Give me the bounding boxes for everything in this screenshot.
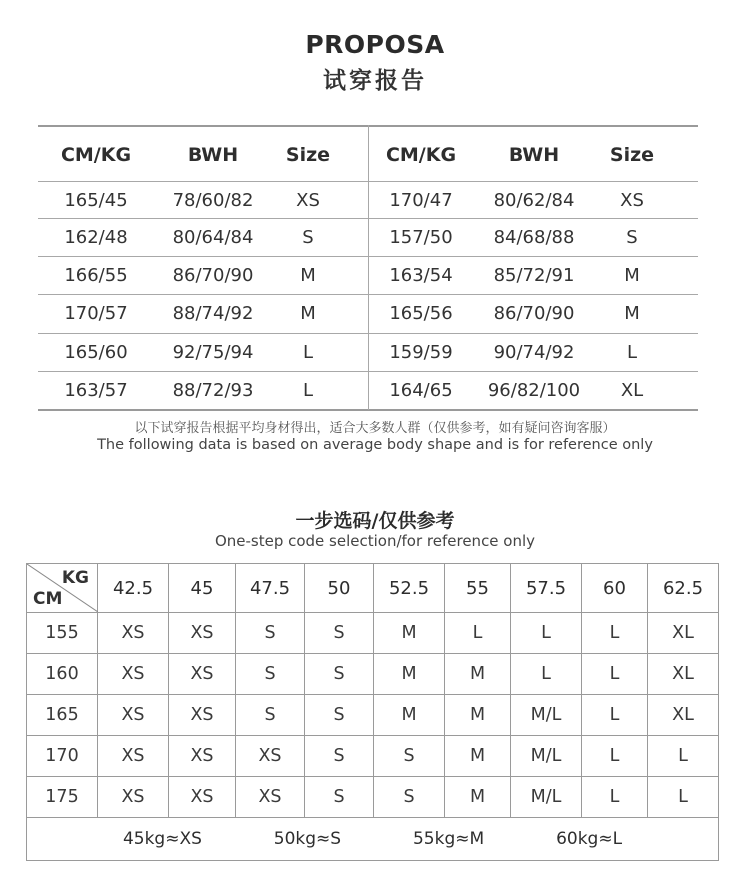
weight-header: 47.5 (236, 564, 305, 613)
size-cell: L (648, 777, 719, 818)
report-note-en: The following data is based on average body shape and is for reference only (97, 437, 653, 453)
size-summary-item: 50kg≈S (273, 829, 342, 849)
size-cell: XL (648, 654, 719, 695)
column-header: BWH (508, 144, 560, 166)
size-cell: L (582, 613, 648, 654)
size-cell: XS (98, 695, 169, 736)
column-header: Size (609, 144, 655, 166)
size-cell: L (582, 695, 648, 736)
table-row (27, 613, 719, 654)
size-cell: XS (169, 736, 236, 777)
height-cell: 170 (27, 736, 98, 777)
table-cell: 88/74/92 (172, 303, 254, 324)
size-cell: XS (98, 613, 169, 654)
size-cell: L (582, 654, 648, 695)
size-cell: S (305, 654, 374, 695)
column-header: CM/KG (385, 144, 457, 166)
size-summary-cell (27, 818, 719, 861)
table-cell: L (626, 342, 638, 363)
table-cell: 170/57 (64, 303, 128, 324)
size-cell: L (511, 613, 582, 654)
size-cell: XS (236, 777, 305, 818)
table-cell: 88/72/93 (172, 380, 254, 401)
size-cell: XS (98, 736, 169, 777)
size-cell: XS (169, 777, 236, 818)
size-cell: M (445, 654, 511, 695)
size-cell: M/L (511, 695, 582, 736)
page-subtitle: 试穿报告 (323, 68, 427, 94)
table-row (27, 654, 719, 695)
size-cell: S (236, 613, 305, 654)
table-cell: 96/82/100 (487, 380, 581, 401)
cm-label: CM (33, 589, 63, 609)
table-cell: 84/68/88 (493, 227, 575, 248)
size-cell: S (305, 695, 374, 736)
report-note-cn: 以下试穿报告根据平均身材得出，适合大多数人群（仅供参考，如有疑问咨询客服） (134, 421, 616, 436)
size-cell: XS (98, 777, 169, 818)
height-cell: 165 (27, 695, 98, 736)
size-cell: L (511, 654, 582, 695)
size-cell: L (582, 736, 648, 777)
size-cell: M/L (511, 777, 582, 818)
size-cell: S (236, 654, 305, 695)
table-cell: M (624, 303, 640, 324)
table-row (27, 695, 719, 736)
size-cell: M (445, 695, 511, 736)
table-cell: 90/74/92 (493, 342, 575, 363)
table-cell: 163/54 (389, 265, 453, 286)
table-cell: S (302, 227, 314, 248)
table-cell: M (300, 265, 316, 286)
table-row (27, 736, 719, 777)
table-cell: 80/62/84 (493, 190, 575, 211)
weight-header: 52.5 (374, 564, 445, 613)
size-cell: L (582, 777, 648, 818)
size-cell: M (374, 695, 445, 736)
weight-header: 42.5 (98, 564, 169, 613)
table-cell: 165/45 (64, 190, 128, 211)
weight-header: 57.5 (511, 564, 582, 613)
kg-label: KG (61, 568, 89, 588)
size-cell: S (305, 777, 374, 818)
table-cell: 86/70/90 (493, 303, 575, 324)
column-header: BWH (187, 144, 239, 166)
table-cell: 80/64/84 (172, 227, 254, 248)
table-cell: 165/60 (64, 342, 128, 363)
column-header: CM/KG (60, 144, 132, 166)
size-cell: M (374, 654, 445, 695)
weight-header: 60 (582, 564, 648, 613)
table-cell: 92/75/94 (172, 342, 254, 363)
table-cell: S (626, 227, 638, 248)
size-cell: S (236, 695, 305, 736)
size-cell: S (305, 736, 374, 777)
weight-header: 50 (305, 564, 374, 613)
table-cell: L (302, 380, 314, 401)
table-cell: M (624, 265, 640, 286)
page-title: PROPOSA (305, 30, 445, 59)
table-row (27, 777, 719, 818)
size-summary-item: 45kg≈XS (122, 829, 202, 849)
size-summary-item: 60kg≈L (556, 829, 623, 849)
size-cell: XL (648, 695, 719, 736)
size-cell: XS (236, 736, 305, 777)
table-cell: XS (296, 190, 320, 211)
size-selection-subtitle: One-step code selection/for reference only (214, 532, 536, 550)
table-cell: 162/48 (64, 227, 128, 248)
corner-cell (27, 564, 98, 613)
size-cell: S (305, 613, 374, 654)
weight-header: 55 (445, 564, 511, 613)
height-cell: 155 (27, 613, 98, 654)
size-cell: L (445, 613, 511, 654)
table-cell: 170/47 (389, 190, 453, 211)
table-cell: M (300, 303, 316, 324)
table-cell: 163/57 (64, 380, 128, 401)
size-cell: S (374, 736, 445, 777)
table-cell: 166/55 (64, 265, 128, 286)
weight-header: 62.5 (648, 564, 719, 613)
weight-header: 45 (169, 564, 236, 613)
table-cell: XS (620, 190, 644, 211)
table-cell: 78/60/82 (172, 190, 254, 211)
size-selection-grid (26, 563, 718, 859)
table-cell: 86/70/90 (172, 265, 254, 286)
size-cell: M (445, 736, 511, 777)
size-summary-row (27, 818, 719, 861)
size-cell: L (648, 736, 719, 777)
size-cell: XS (169, 654, 236, 695)
table-cell: 157/50 (389, 227, 453, 248)
size-cell: XS (169, 695, 236, 736)
size-cell: XS (169, 613, 236, 654)
table-cell: L (302, 342, 314, 363)
size-selection-title: 一步选码/仅供参考 (295, 510, 455, 532)
size-cell: S (374, 777, 445, 818)
size-cell: M/L (511, 736, 582, 777)
size-cell: M (445, 777, 511, 818)
size-cell: XS (98, 654, 169, 695)
try-on-report-table (38, 125, 698, 410)
height-cell: 175 (27, 777, 98, 818)
size-cell: M (374, 613, 445, 654)
size-summary-item: 55kg≈M (412, 829, 485, 849)
height-cell: 160 (27, 654, 98, 695)
table-cell: 165/56 (389, 303, 453, 324)
table-cell: 159/59 (389, 342, 453, 363)
table-cell: 164/65 (389, 380, 453, 401)
table-cell: 85/72/91 (493, 265, 575, 286)
column-header: Size (285, 144, 331, 166)
table-cell: XL (620, 380, 644, 401)
size-cell: XL (648, 613, 719, 654)
